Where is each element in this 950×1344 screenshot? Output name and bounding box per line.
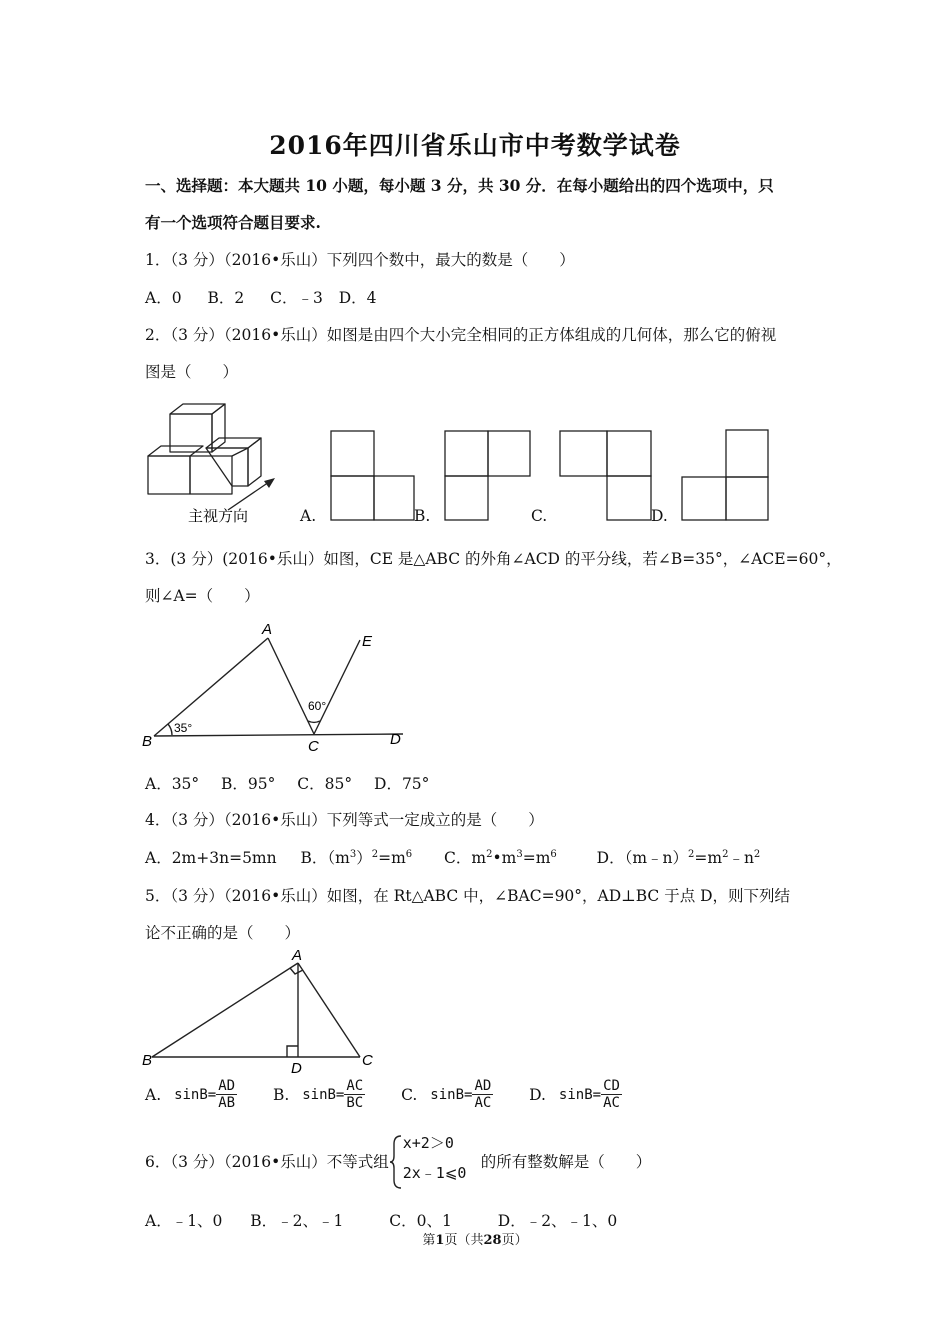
q6-stem-pre: 6．（3 分）（2016•乐山）不等式组	[145, 1153, 389, 1171]
left-brace-icon	[389, 1132, 403, 1192]
point-a-label: A	[292, 947, 303, 964]
q2-stem-cont: 图是（ ）	[145, 363, 239, 381]
q3-option-b: B．95°	[221, 775, 276, 793]
q3-stem: 3．(3 分）(2016•乐山）如图，CE 是△ABC 的外角∠ACD 的平分线，若∠B=35°，∠ACE=60°，	[145, 550, 842, 568]
line-ba	[152, 963, 298, 1057]
point-a-label: A	[262, 621, 273, 638]
line-ce	[314, 640, 360, 734]
q2-option-d-label: D.	[651, 507, 668, 525]
page-footer: 第1页（共28页）	[422, 1233, 528, 1248]
q5-right-triangle-figure	[138, 945, 383, 1077]
line-ba	[154, 638, 268, 736]
q1-options	[145, 286, 376, 308]
q6-stem	[145, 1134, 652, 1182]
point-c-label: C	[362, 1052, 373, 1069]
inequality-1: x+2＞0	[402, 1134, 454, 1152]
point-e-label: E	[362, 633, 373, 650]
q5-options	[145, 1078, 622, 1111]
q3-option-d: D．75°	[374, 775, 430, 793]
section-heading-cont: 有一个选项符合题目要求.	[145, 213, 321, 232]
q5-stem: 5．（3 分）（2016•乐山）如图，在 Rt△ABC 中，∠BAC=90°，AD⊥BC 于点 D，则下列结	[145, 887, 791, 905]
q3-stem-cont: 则∠A=（ ）	[145, 587, 260, 605]
q2-option-a-figure	[328, 428, 418, 524]
q3-triangle-figure	[138, 618, 413, 758]
q2-option-c-label: C.	[531, 507, 548, 525]
q5-option-d: D. sinB= $\frac{CD}{AC}$	[529, 1078, 620, 1111]
q2-option-b-label: B.	[414, 507, 431, 525]
angle-b-label: 35°	[174, 721, 193, 735]
q3-options	[145, 772, 429, 794]
q4-option-b: B．$(m^3)^2=m^6$	[300, 848, 413, 867]
line-ac	[268, 638, 314, 734]
q6-stem-post: 的所有整数解是（ ）	[480, 1153, 652, 1171]
point-b-label: B	[142, 1052, 153, 1069]
q2-option-a-label: A.	[300, 507, 317, 525]
q1-stem: 1．（3 分）（2016•乐山）下列四个数中，最大的数是（ ）	[145, 251, 575, 269]
q5-option-c: C. sinB= $\frac{AD}{AC}$	[401, 1078, 492, 1111]
direction-label: 主视方向	[188, 508, 249, 525]
q1-option-b: B．2	[207, 289, 245, 307]
right-angle-mark-d	[287, 1046, 298, 1057]
q3-option-a: A．35°	[145, 775, 200, 793]
point-d-label: D	[390, 731, 401, 748]
point-c-label: C	[308, 738, 319, 755]
q2-stem: 2．（3 分）（2016•乐山）如图是由四个大小完全相同的正方体组成的几何体，那么它的俯视	[145, 326, 777, 344]
q6-option-a: A．﹣1、0	[145, 1212, 223, 1230]
angle-ace-label: 60°	[308, 699, 327, 713]
q5-option-a: A. sinB= $\frac{AD}{AB}$	[145, 1078, 236, 1111]
line-ac	[298, 963, 360, 1057]
q4-option-d: D．$(m﹣n)^2=m^2﹣n^2$	[596, 848, 761, 867]
page-title: 2016年四川省乐山市中考数学试卷	[269, 131, 681, 160]
q4-stem: 4．（3 分）（2016•乐山）下列等式一定成立的是（ ）	[145, 811, 544, 829]
current-page: 1	[435, 1233, 445, 1248]
q4-option-a: A．2m+3n=5mn	[145, 849, 277, 867]
q2-option-d-figure	[679, 427, 773, 524]
q6-inequality-system	[389, 1134, 481, 1182]
q2-option-c-figure	[557, 428, 657, 524]
q6-option-d: D．﹣2、﹣1、0	[497, 1212, 618, 1230]
q5-option-b: B. sinB= $\frac{AC}{BC}$	[272, 1078, 364, 1111]
q6-option-b: B．﹣2、﹣1	[250, 1212, 344, 1230]
inequality-2: 2x﹣1⩽0	[402, 1164, 467, 1182]
q4-options	[145, 846, 760, 868]
q2-option-b-figure	[442, 428, 534, 524]
q6-options	[145, 1209, 617, 1231]
q1-option-a: A．0	[145, 289, 182, 307]
q1-option-d: D．4	[338, 289, 377, 307]
q5-stem-cont: 论不正确的是（ ）	[145, 924, 301, 942]
q6-option-c: C．0、1	[389, 1212, 452, 1230]
q3-option-c: C．85°	[297, 775, 353, 793]
total-pages: 28	[483, 1233, 502, 1248]
section-heading: 一、选择题：本大题共 10 小题，每小题 3 分，共 30 分．在每小题给出的四个选项中，只	[145, 176, 774, 195]
q1-option-c: C．﹣3	[270, 289, 323, 307]
point-b-label: B	[142, 733, 153, 750]
right-angle-mark-a	[290, 968, 303, 974]
point-d-label: D	[291, 1060, 302, 1077]
q4-option-c: C．$m^2•m^3=m^6$	[444, 848, 557, 867]
